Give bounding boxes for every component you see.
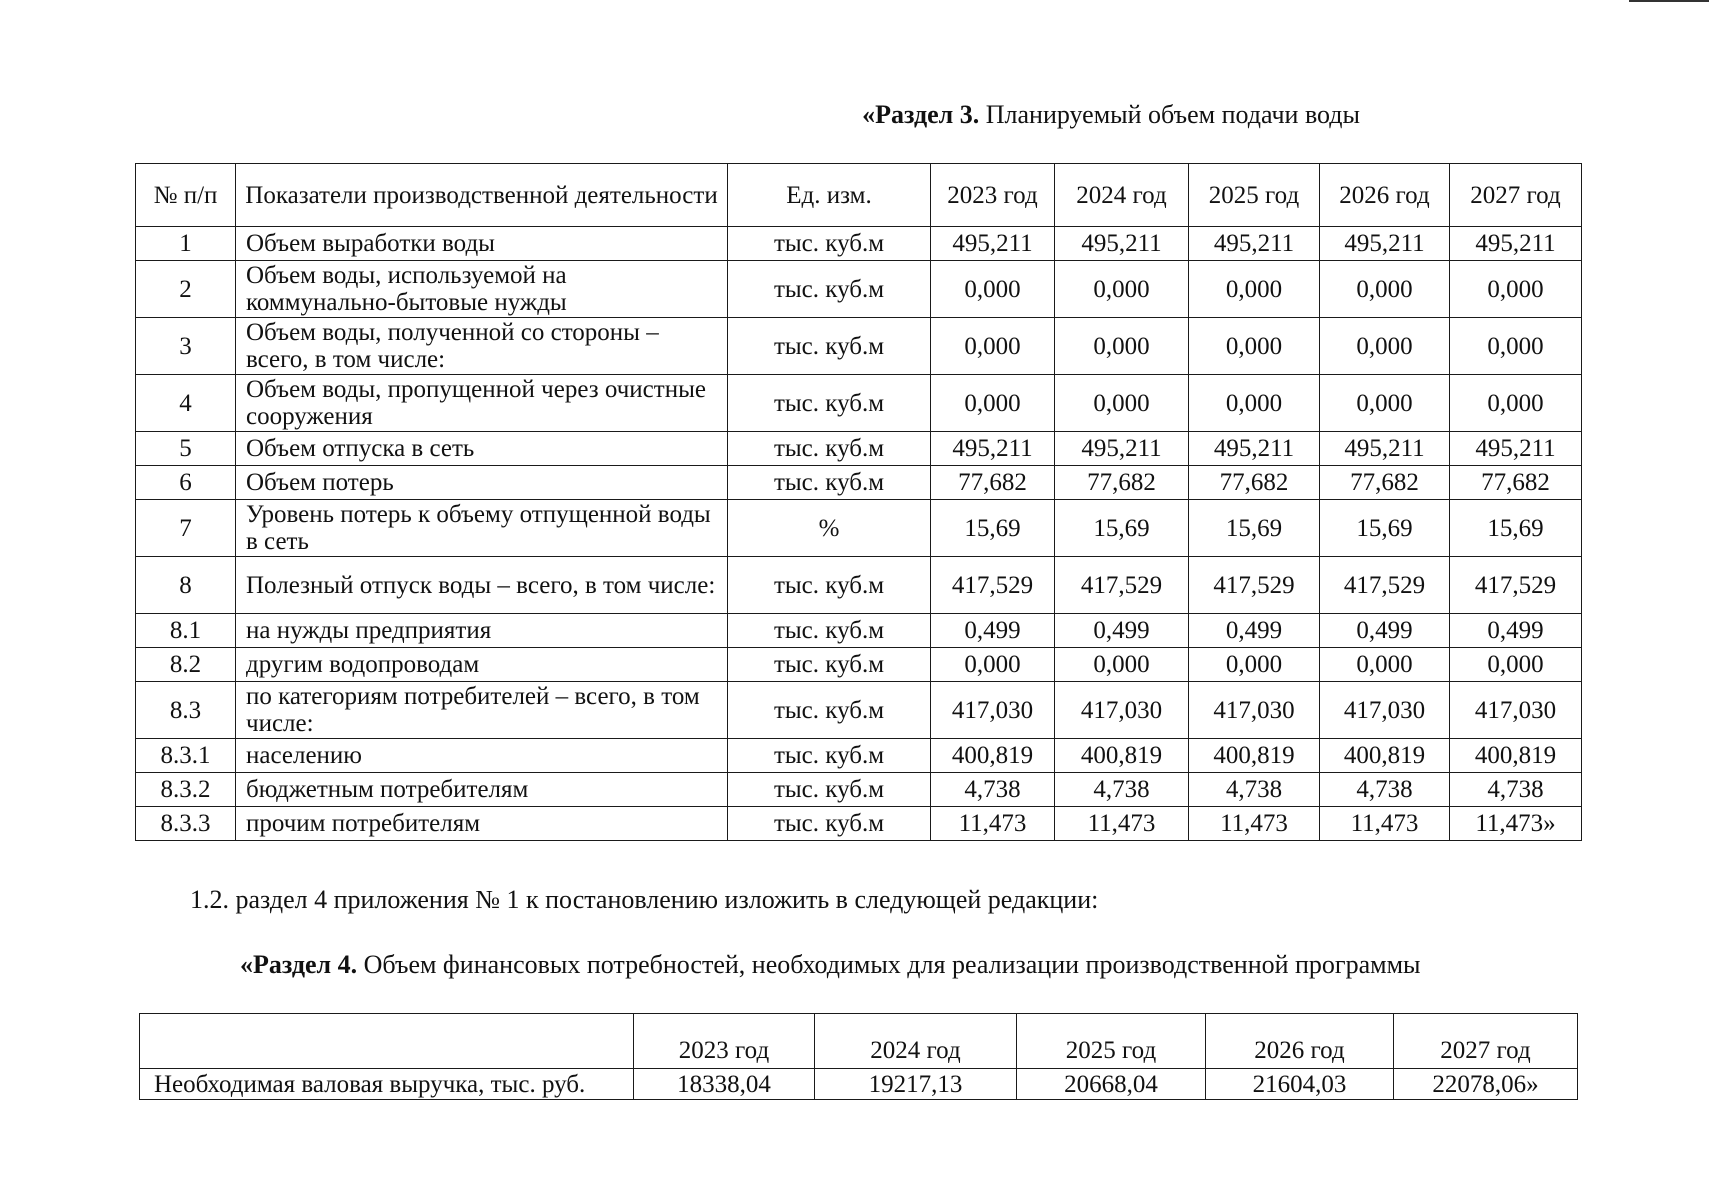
row-value-2023: 15,69: [931, 500, 1055, 557]
section-4-title-bold: «Раздел 4.: [240, 950, 358, 979]
row-value-2027: 0,000: [1450, 648, 1582, 682]
table-row: [136, 648, 1582, 682]
header-unit: Ед. изм.: [728, 164, 931, 227]
table-row: [136, 682, 1582, 739]
row-value-2025: 0,000: [1189, 648, 1320, 682]
row-value-2025: 11,473: [1189, 807, 1320, 841]
row-value-2027: 15,69: [1450, 500, 1582, 557]
row-value-2023: 417,529: [931, 557, 1055, 614]
value-2025: 20668,04: [1017, 1069, 1206, 1100]
header-2026: 2026 год: [1320, 164, 1450, 227]
value-2024: 19217,13: [815, 1069, 1017, 1100]
section-4-title: [240, 950, 1421, 980]
row-value-2026: 495,211: [1320, 227, 1450, 261]
table-row: [136, 227, 1582, 261]
row-number: 8.3: [136, 682, 236, 739]
row-value-2025: 495,211: [1189, 227, 1320, 261]
row-value-2023: 400,819: [931, 739, 1055, 773]
row-value-2024: 0,000: [1055, 261, 1189, 318]
row-indicator: по категориям потребителей – всего, в том числе:: [236, 682, 728, 739]
row-unit: тыс. куб.м: [728, 807, 931, 841]
row-value-2023: 495,211: [931, 227, 1055, 261]
header-empty: [140, 1014, 634, 1069]
row-number: 8.3.1: [136, 739, 236, 773]
row-value-2023: 417,030: [931, 682, 1055, 739]
row-value-2027: 400,819: [1450, 739, 1582, 773]
header-number: № п/п: [136, 164, 236, 227]
row-value-2027: 417,030: [1450, 682, 1582, 739]
row-value-2024: 417,529: [1055, 557, 1189, 614]
row-unit: тыс. куб.м: [728, 773, 931, 807]
header-2027: 2027 год: [1450, 164, 1582, 227]
table-header-row: [140, 1014, 1578, 1069]
row-indicator: прочим потребителям: [236, 807, 728, 841]
section-3-title: [0, 100, 1360, 130]
table-row: [136, 261, 1582, 318]
row-unit: тыс. куб.м: [728, 466, 931, 500]
table-row: [136, 318, 1582, 375]
row-value-2026: 417,030: [1320, 682, 1450, 739]
row-value-2023: 4,738: [931, 773, 1055, 807]
row-value-2024: 400,819: [1055, 739, 1189, 773]
row-value-2026: 15,69: [1320, 500, 1450, 557]
row-value-2024: 77,682: [1055, 466, 1189, 500]
row-value-2027: 0,000: [1450, 375, 1582, 432]
row-value-2027: 495,211: [1450, 432, 1582, 466]
row-value-2024: 11,473: [1055, 807, 1189, 841]
row-value-2025: 15,69: [1189, 500, 1320, 557]
row-indicator: на нужды предприятия: [236, 614, 728, 648]
row-number: 8.1: [136, 614, 236, 648]
row-value-2023: 0,000: [931, 648, 1055, 682]
row-number: 6: [136, 466, 236, 500]
row-value-2023: 0,000: [931, 375, 1055, 432]
row-number: 4: [136, 375, 236, 432]
row-value-2027: 77,682: [1450, 466, 1582, 500]
row-value-2025: 0,000: [1189, 318, 1320, 375]
value-2026: 21604,03: [1206, 1069, 1394, 1100]
row-number: 1: [136, 227, 236, 261]
row-indicator: Объем воды, полученной со стороны – всего, в том числе:: [236, 318, 728, 375]
row-value-2023: 0,000: [931, 261, 1055, 318]
table-row: [136, 466, 1582, 500]
row-indicator: Уровень потерь к объему отпущенной воды в сеть: [236, 500, 728, 557]
row-value-2024: 15,69: [1055, 500, 1189, 557]
row-number: 8: [136, 557, 236, 614]
row-value-2023: 11,473: [931, 807, 1055, 841]
row-number: 8.3.2: [136, 773, 236, 807]
row-value-2023: 77,682: [931, 466, 1055, 500]
row-value-2026: 495,211: [1320, 432, 1450, 466]
row-value-2024: 417,030: [1055, 682, 1189, 739]
row-unit: тыс. куб.м: [728, 614, 931, 648]
row-value-2027: 0,000: [1450, 318, 1582, 375]
row-value-2025: 417,030: [1189, 682, 1320, 739]
row-value-2027: 417,529: [1450, 557, 1582, 614]
value-2027: 22078,06»: [1394, 1069, 1578, 1100]
row-value-2024: 4,738: [1055, 773, 1189, 807]
row-value-2026: 0,000: [1320, 318, 1450, 375]
row-value-2026: 0,000: [1320, 261, 1450, 318]
header-2025: 2025 год: [1017, 1014, 1206, 1069]
row-value-2027: 495,211: [1450, 227, 1582, 261]
row-indicator: Объем потерь: [236, 466, 728, 500]
table-row: [136, 500, 1582, 557]
row-value-2026: 4,738: [1320, 773, 1450, 807]
row-number: 8.3.3: [136, 807, 236, 841]
header-2024: 2024 год: [1055, 164, 1189, 227]
row-indicator: Объем отпуска в сеть: [236, 432, 728, 466]
row-value-2025: 495,211: [1189, 432, 1320, 466]
row-value-2024: 0,000: [1055, 648, 1189, 682]
row-value-2024: 495,211: [1055, 227, 1189, 261]
header-indicator: Показатели производственной деятельности: [236, 164, 728, 227]
header-2027: 2027 год: [1394, 1014, 1578, 1069]
table-row: [136, 773, 1582, 807]
row-unit: тыс. куб.м: [728, 432, 931, 466]
water-supply-table: [135, 163, 1582, 841]
table-row: [136, 557, 1582, 614]
section-4-title-text: Объем финансовых потребностей, необходимых для реализации производственной программы: [357, 950, 1421, 979]
row-value-2025: 0,499: [1189, 614, 1320, 648]
row-value-2024: 0,000: [1055, 375, 1189, 432]
section-3-title-text: Планируемый объем подачи воды: [979, 100, 1360, 129]
row-unit: тыс. куб.м: [728, 557, 931, 614]
amendment-paragraph: 1.2. раздел 4 приложения № 1 к постановлению изложить в следующей редакции:: [190, 885, 1099, 914]
header-2024: 2024 год: [815, 1014, 1017, 1069]
row-value-2025: 0,000: [1189, 375, 1320, 432]
table-row: [136, 807, 1582, 841]
table-header-row: [136, 164, 1582, 227]
row-indicator: Объем воды, пропущенной через очистные сооружения: [236, 375, 728, 432]
row-value-2025: 0,000: [1189, 261, 1320, 318]
header-2026: 2026 год: [1206, 1014, 1394, 1069]
table-row: [136, 739, 1582, 773]
row-indicator: бюджетным потребителям: [236, 773, 728, 807]
row-indicator: Объем выработки воды: [236, 227, 728, 261]
row-number: 5: [136, 432, 236, 466]
row-unit: тыс. куб.м: [728, 682, 931, 739]
row-unit: тыс. куб.м: [728, 648, 931, 682]
table-row: [136, 375, 1582, 432]
row-number: 8.2: [136, 648, 236, 682]
row-value-2024: 495,211: [1055, 432, 1189, 466]
row-unit: тыс. куб.м: [728, 318, 931, 375]
header-2023: 2023 год: [634, 1014, 815, 1069]
row-number: 2: [136, 261, 236, 318]
row-value-2024: 0,499: [1055, 614, 1189, 648]
row-value-2025: 400,819: [1189, 739, 1320, 773]
row-indicator: Полезный отпуск воды – всего, в том числе:: [236, 557, 728, 614]
row-value-2027: 11,473»: [1450, 807, 1582, 841]
table-row: [136, 432, 1582, 466]
row-indicator: населению: [236, 739, 728, 773]
row-value-2026: 0,000: [1320, 648, 1450, 682]
table-row: [136, 614, 1582, 648]
row-number: 3: [136, 318, 236, 375]
financial-needs-table: [139, 1013, 1578, 1100]
header-2025: 2025 год: [1189, 164, 1320, 227]
table-row: [140, 1069, 1578, 1100]
row-value-2026: 400,819: [1320, 739, 1450, 773]
row-value-2023: 0,000: [931, 318, 1055, 375]
row-unit: тыс. куб.м: [728, 261, 931, 318]
row-value-2026: 77,682: [1320, 466, 1450, 500]
row-unit: тыс. куб.м: [728, 375, 931, 432]
row-value-2026: 417,529: [1320, 557, 1450, 614]
row-indicator: Объем воды, используемой на коммунально-бытовые нужды: [236, 261, 728, 318]
row-value-2024: 0,000: [1055, 318, 1189, 375]
row-value-2027: 0,000: [1450, 261, 1582, 318]
row-value-2025: 4,738: [1189, 773, 1320, 807]
row-unit: тыс. куб.м: [728, 227, 931, 261]
row-unit: %: [728, 500, 931, 557]
row-label: Необходимая валовая выручка, тыс. руб.: [140, 1069, 634, 1100]
row-indicator: другим водопроводам: [236, 648, 728, 682]
row-value-2027: 4,738: [1450, 773, 1582, 807]
row-value-2025: 77,682: [1189, 466, 1320, 500]
section-3-title-bold: «Раздел 3.: [862, 100, 980, 129]
scan-edge-mark: [1629, 0, 1709, 2]
value-2023: 18338,04: [634, 1069, 815, 1100]
row-value-2026: 11,473: [1320, 807, 1450, 841]
row-value-2023: 0,499: [931, 614, 1055, 648]
row-number: 7: [136, 500, 236, 557]
row-value-2026: 0,499: [1320, 614, 1450, 648]
row-value-2025: 417,529: [1189, 557, 1320, 614]
row-unit: тыс. куб.м: [728, 739, 931, 773]
header-2023: 2023 год: [931, 164, 1055, 227]
row-value-2026: 0,000: [1320, 375, 1450, 432]
row-value-2023: 495,211: [931, 432, 1055, 466]
row-value-2027: 0,499: [1450, 614, 1582, 648]
